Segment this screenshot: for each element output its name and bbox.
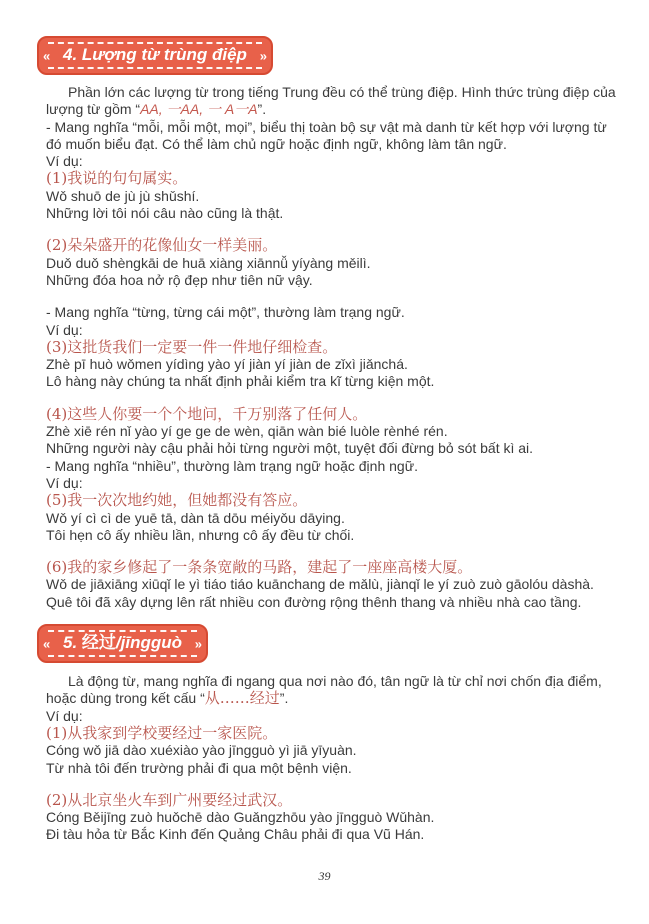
text-line	[46, 136, 612, 153]
example-chinese-line	[46, 792, 612, 809]
text-line	[46, 101, 612, 118]
body-text: - Mang nghĩa “mỗi, mỗi một, mọi”, biểu thị toàn bộ sự vật mà danh từ kết hợp với lượng từ	[46, 118, 607, 135]
chinese-red-text: (2)朵朵盛开的花像仙女一样美丽。	[46, 236, 278, 255]
blank-line	[46, 222, 612, 237]
banner-dashed-border-top	[48, 630, 197, 632]
blank-line	[46, 391, 612, 406]
example-chinese-line	[46, 170, 612, 187]
blank-line	[46, 777, 612, 792]
banner-label: 5.	[63, 633, 82, 653]
body-text: Những lời tôi nói câu nào cũng là thật.	[46, 205, 284, 222]
text-line	[46, 826, 612, 843]
chinese-red-text: (6)我的家乡修起了一条条宽敞的马路，建起了一座座高楼大厦。	[46, 558, 473, 577]
banner-dashed-border-bottom	[48, 67, 262, 69]
reduplication-forms: AA, 一AA, 一 A一A	[140, 101, 258, 118]
text-line	[46, 510, 612, 527]
chinese-red-text: (3)这批货我们一定要一件一件地仔细检查。	[46, 337, 338, 356]
body-text: Đi tàu hỏa từ Bắc Kinh đến Quảng Châu phải đi qua Vũ Hán.	[46, 826, 425, 843]
body-text: Ví dụ:	[46, 153, 83, 170]
text-line	[46, 475, 612, 492]
body-text: Là động từ, mang nghĩa đi ngang qua nơi nào đó, tân ngữ là từ chỉ nơi chốn địa điểm,	[68, 673, 602, 690]
text-line	[46, 322, 612, 339]
chinese-red-text: (2)从北京坐火车到广州要经过武汉。	[46, 790, 293, 809]
body-text: Cóng Běijīng zuò huǒchē dào Guǎngzhōu yào jīngguò Wǔhàn.	[46, 809, 435, 826]
example-chinese-line	[46, 406, 612, 423]
banner-chinese-label: 经过	[81, 633, 116, 654]
banner-ornament-right-icon: »	[259, 48, 267, 63]
chinese-red-text: (1)我说的句句属实。	[46, 169, 188, 188]
body-text: Duǒ duǒ shèngkāi de huā xiàng xiānnǚ yíyàng měilì.	[46, 254, 371, 271]
body-text: ”.	[279, 690, 289, 707]
section-title	[63, 45, 247, 64]
chinese-red-text: 从……经过	[204, 689, 280, 708]
text-line	[46, 423, 612, 440]
section-banner	[37, 36, 273, 75]
text-line	[46, 527, 612, 544]
banner-dashed-border-bottom	[48, 655, 197, 657]
text-line	[46, 440, 612, 457]
body-text: Cóng wǒ jiā dào xuéxiào yào jīngguò yì jiā yīyuàn.	[46, 742, 357, 759]
text-line	[46, 188, 612, 205]
banner-ornament-left-icon: «	[43, 636, 51, 652]
section-banner	[37, 624, 208, 663]
text-line	[46, 708, 612, 725]
body-text: Từ nhà tôi đến trường phải đi qua một bệnh viện.	[46, 759, 352, 776]
text-line	[46, 84, 616, 101]
body-text: Lô hàng này chúng ta nhất định phải kiểm tra kĩ từng kiện một.	[46, 373, 435, 390]
text-line	[46, 153, 612, 170]
text-line	[46, 356, 612, 373]
text-line	[46, 119, 612, 136]
banner-ornament-left-icon: «	[43, 48, 51, 63]
text-line	[46, 760, 612, 777]
body-text: Wǒ shuō de jù jù shǔshí.	[46, 187, 200, 204]
body-text: Quê tôi đã xây dựng lên rất nhiều con đường rộng thênh thang và nhiều nhà cao tầng.	[46, 593, 582, 610]
chinese-red-text: (1)从我家到学校要经过一家医院。	[46, 723, 278, 742]
body-text: - Mang nghĩa “từng, từng cái một”, thường làm trạng ngữ.	[46, 304, 405, 321]
banner-label: /jīngguò	[115, 633, 182, 653]
banner-ornament-right-icon: »	[194, 636, 202, 652]
text-line	[46, 255, 612, 272]
body-text: lượng từ gồm “	[46, 101, 141, 118]
text-line	[46, 205, 612, 222]
text-line	[46, 576, 612, 593]
text-line	[46, 594, 612, 611]
banner-dashed-border-top	[48, 42, 262, 44]
example-chinese-line	[46, 725, 612, 742]
text-line	[46, 690, 612, 707]
example-chinese-line	[46, 237, 612, 254]
text-line	[46, 304, 612, 321]
body-text: Wǒ de jiāxiāng xiūqǐ le yì tiáo tiáo kuānchang de mǎlù, jiànqǐ le yí zuò zuò gāolóu dàshà.	[46, 576, 594, 593]
page-number: 39	[318, 869, 331, 883]
text-line	[46, 272, 612, 289]
text-line	[46, 809, 612, 826]
text-line	[46, 742, 612, 759]
body-text: Những đóa hoa nở rộ đẹp như tiên nữ vậy.	[46, 271, 313, 288]
page-content	[43, 36, 616, 844]
example-chinese-line	[46, 339, 612, 356]
body-text: Phần lớn các lượng từ trong tiếng Trung đều có thể trùng điệp. Hình thức trùng điệp của	[68, 84, 616, 100]
body-text: Zhè xiē rén nǐ yào yí ge ge de wèn, qiān wàn bié luòle rènhé rén.	[46, 423, 448, 440]
banner-label: 4. Lượng từ trùng điệp	[63, 45, 247, 64]
example-chinese-line	[46, 559, 612, 576]
body-text: hoặc dùng trong kết cấu “	[46, 690, 205, 707]
body-text: Zhè pī huò wǒmen yídìng yào yí jiàn yí jiàn de zǐxì jiǎnchá.	[46, 356, 408, 373]
section-title	[63, 633, 182, 652]
body-text: Tôi hẹn cô ấy nhiều lần, nhưng cô ấy đều từ chối.	[46, 526, 355, 543]
body-text: Ví dụ:	[46, 474, 83, 491]
text-line	[46, 373, 612, 390]
text-line	[46, 458, 612, 475]
example-chinese-line	[46, 492, 612, 509]
blank-line	[46, 544, 612, 559]
blank-line	[46, 289, 612, 304]
body-text: Ví dụ:	[46, 321, 83, 338]
text-line	[46, 673, 612, 690]
chinese-red-text: (5)我一次次地约她，但她都没有答应。	[46, 491, 308, 510]
body-text: - Mang nghĩa “nhiều”, thường làm trạng ngữ hoặc định ngữ.	[46, 457, 418, 474]
body-text: Ví dụ:	[46, 707, 83, 724]
body-text: Những người này cậu phải hỏi từng người một, tuyệt đối đừng bỏ sót bất kì ai.	[46, 440, 534, 457]
body-text: ”.	[257, 101, 267, 118]
body-text: đó muốn biểu đạt. Có thể làm chủ ngữ hoặc định ngữ, không làm tân ngữ.	[46, 135, 507, 152]
chinese-red-text: (4)这些人你要一个个地问，千万别落了任何人。	[46, 404, 368, 423]
body-text: Wǒ yí cì cì de yuē tā, dàn tā dōu méiyǒu dāying.	[46, 509, 345, 526]
